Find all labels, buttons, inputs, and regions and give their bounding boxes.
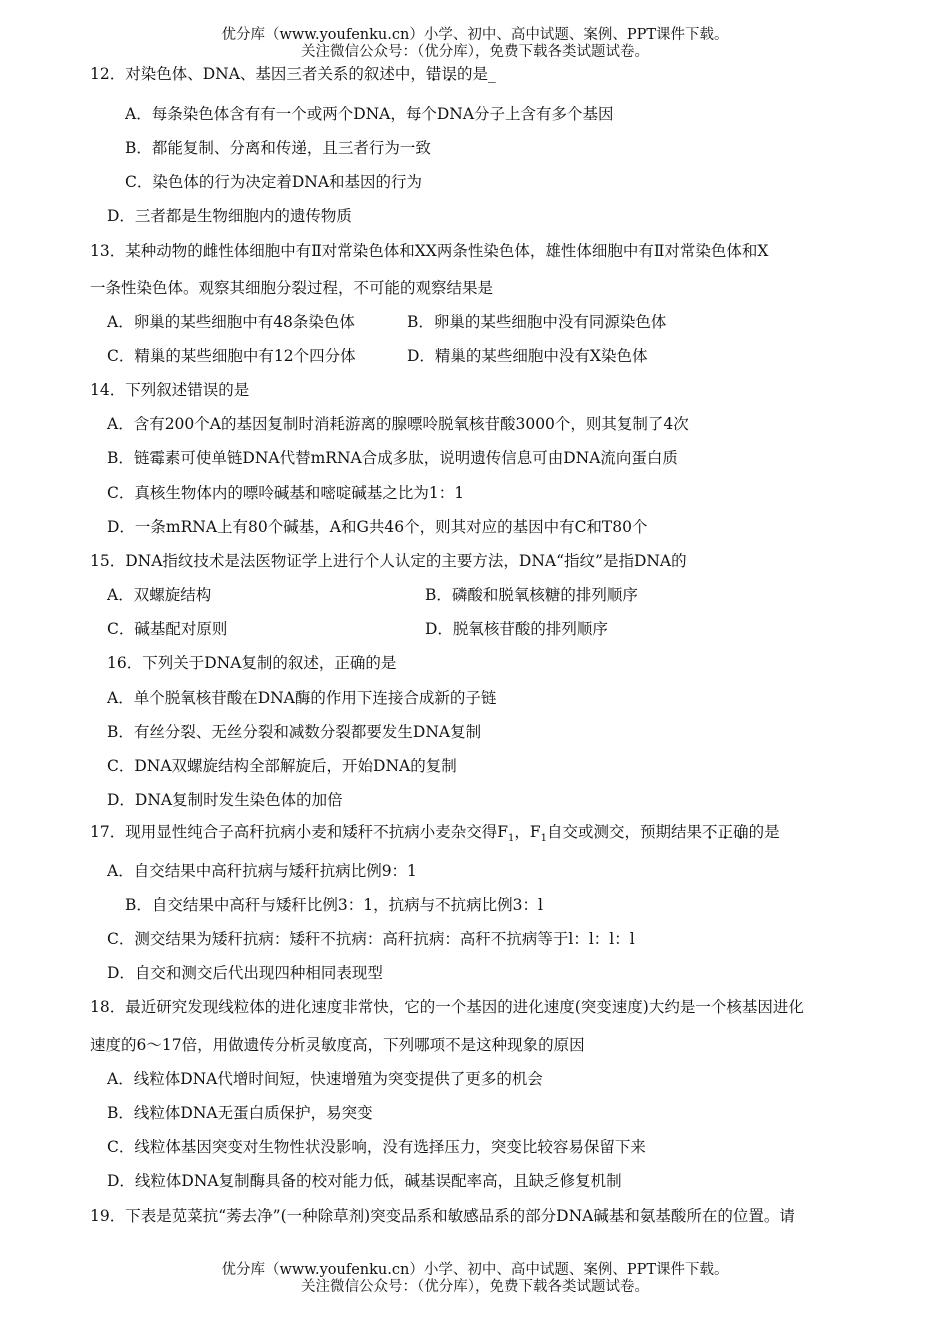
q15-stem: 15．DNA指纹技术是法医物证学上进行个人认定的主要方法，DNA“指纹”是指DNA的 (90, 552, 687, 570)
q12-option-b: B．都能复制、分离和传递，且三者行为一致 (125, 139, 431, 157)
q16-option-a: A．单个脱氧核苷酸在DNA酶的作用下连接合成新的子链 (107, 689, 497, 707)
q17-option-d: D．自交和测交后代出现四种相同表现型 (107, 964, 383, 982)
q14-option-c: C．真核生物体内的嘌呤碱基和嘧啶碱基之比为1：1 (107, 484, 465, 502)
emphasis-char: 正 (717, 823, 734, 841)
q15-option-c: C．碱基配对原则 (107, 620, 228, 638)
q14-option-a: A．含有200个A的基因复制时消耗游离的腺嘌呤脱氧核苷酸3000个，则其复制了4次 (107, 415, 689, 433)
q16-option-d: D．DNA复制时发生染色体的加倍 (107, 791, 343, 809)
q12-stem: 12．对染色体、DNA、基因三者关系的叙述中，错误的是_ (90, 65, 496, 83)
emphasis-char: 确 (733, 823, 749, 841)
q12-option-d: D．三者都是生物细胞内的遗传物质 (107, 207, 352, 225)
q18-stem-line2: 速度的6～17倍，用做遗传分析灵敏度高，下列哪项不是这种现象的原因 (90, 1036, 585, 1054)
q14-option-b: B．链霉素可使单链DNA代替mRNA合成多肽，说明遗传信息可由DNA流向蛋白质 (107, 449, 678, 467)
q19-stem: 19．下表是苋菜抗“莠去净”(一种除草剂)突变品系和敏感品系的部分DNA碱基和氨基酸所在的位置。请 (90, 1207, 795, 1225)
q17-option-c: C．测交结果为矮秆抗病：矮秆不抗病：高秆抗病：高秆不抗病等于l：l：l：l (107, 930, 635, 948)
q17-option-b: B．自交结果中高秆与矮秆比例3：1，抗病与不抗病比例3：l (125, 896, 543, 914)
page-header (0, 27, 950, 61)
q15-option-a: A．双螺旋结构 (107, 586, 212, 604)
q13-option-c: C．精巢的某些细胞中有12个四分体 (107, 347, 356, 365)
q14-stem: 14．下列叙述错误的是 (90, 381, 250, 399)
q13-stem-line2: 一条性染色体。观察其细胞分裂过程，不可能的观察结果是 (90, 279, 494, 297)
q14-option-d: D．一条mRNA上有80个碱基，A和G共46个，则其对应的基因中有C和T80个 (107, 518, 648, 536)
emphasis-char: 不 (702, 823, 718, 841)
q16-option-c: C．DNA双螺旋结构全部解旋后，开始DNA的复制 (107, 757, 457, 775)
header-line-1: 优分库（www.youfenku.cn）小学、初中、高中试题、案例、PPT课件下载。 (221, 27, 729, 43)
q18-option-b: B．线粒体DNA无蛋白质保护，易突变 (107, 1104, 373, 1122)
q16-stem: 16．下列关于DNA复制的叙述，正确的是 (107, 654, 397, 672)
q18-option-c: C．线粒体基因突变对生物性状没影响，没有选择压力，突变比较容易保留下来 (107, 1138, 646, 1156)
footer-line-1: 优分库（www.youfenku.cn）小学、初中、高中试题、案例、PPT课件下载。 (221, 1262, 729, 1278)
footer-line-2: 关注微信公众号：（优分库），免费下载各类试题试卷。 (301, 1279, 649, 1295)
q17-option-a: A．自交结果中高秆抗病与矮秆抗病比例9：1 (107, 862, 417, 880)
q13-option-d: D．精巢的某些细胞中没有X染色体 (407, 347, 648, 365)
header-line-2: 关注微信公众号：（优分库），免费下载各类试题试卷。 (301, 44, 649, 60)
q15-option-b: B．磷酸和脱氧核糖的排列顺序 (425, 586, 638, 604)
q18-stem-line1: 18．最近研究发现线粒体的进化速度非常快，它的一个基因的进化速度(突变速度)大约是一个核基因进化 (90, 998, 804, 1016)
q18-option-d: D．线粒体DNA复制酶具备的校对能力低，碱基误配率高，且缺乏修复机制 (107, 1172, 622, 1190)
q13-stem-line1: 13．某种动物的雌性体细胞中有Ⅱ对常染色体和XX两条性染色体，雄性体细胞中有Ⅱ对常染色体和X (90, 242, 769, 260)
q17-stem: 17．现用显性纯合子高秆抗病小麦和矮秆不抗病小麦杂交得$F_1$，$F_1$自交或测交，预期结果不正确的是 (90, 823, 780, 845)
q18-option-a: A．线粒体DNA代增时间短，快速增殖为突变提供了更多的机会 (107, 1070, 543, 1088)
q12-option-c: C．染色体的行为决定着DNA和基因的行为 (125, 173, 423, 191)
q13-option-b: B．卵巢的某些细胞中没有同源染色体 (407, 313, 667, 331)
q12-option-a: A．每条染色体含有有一个或两个DNA，每个DNA分子上含有多个基因 (125, 105, 614, 123)
page-footer (0, 1262, 950, 1296)
emphasis-char: 误 (441, 65, 457, 83)
q15-option-d: D．脱氧核苷酸的排列顺序 (425, 620, 608, 638)
emphasis-char: 错 (425, 65, 442, 83)
q16-option-b: B．有丝分裂、无丝分裂和减数分裂都要发生DNA复制 (107, 723, 482, 741)
q13-option-a: A．卵巢的某些细胞中有48条染色体 (107, 313, 355, 331)
